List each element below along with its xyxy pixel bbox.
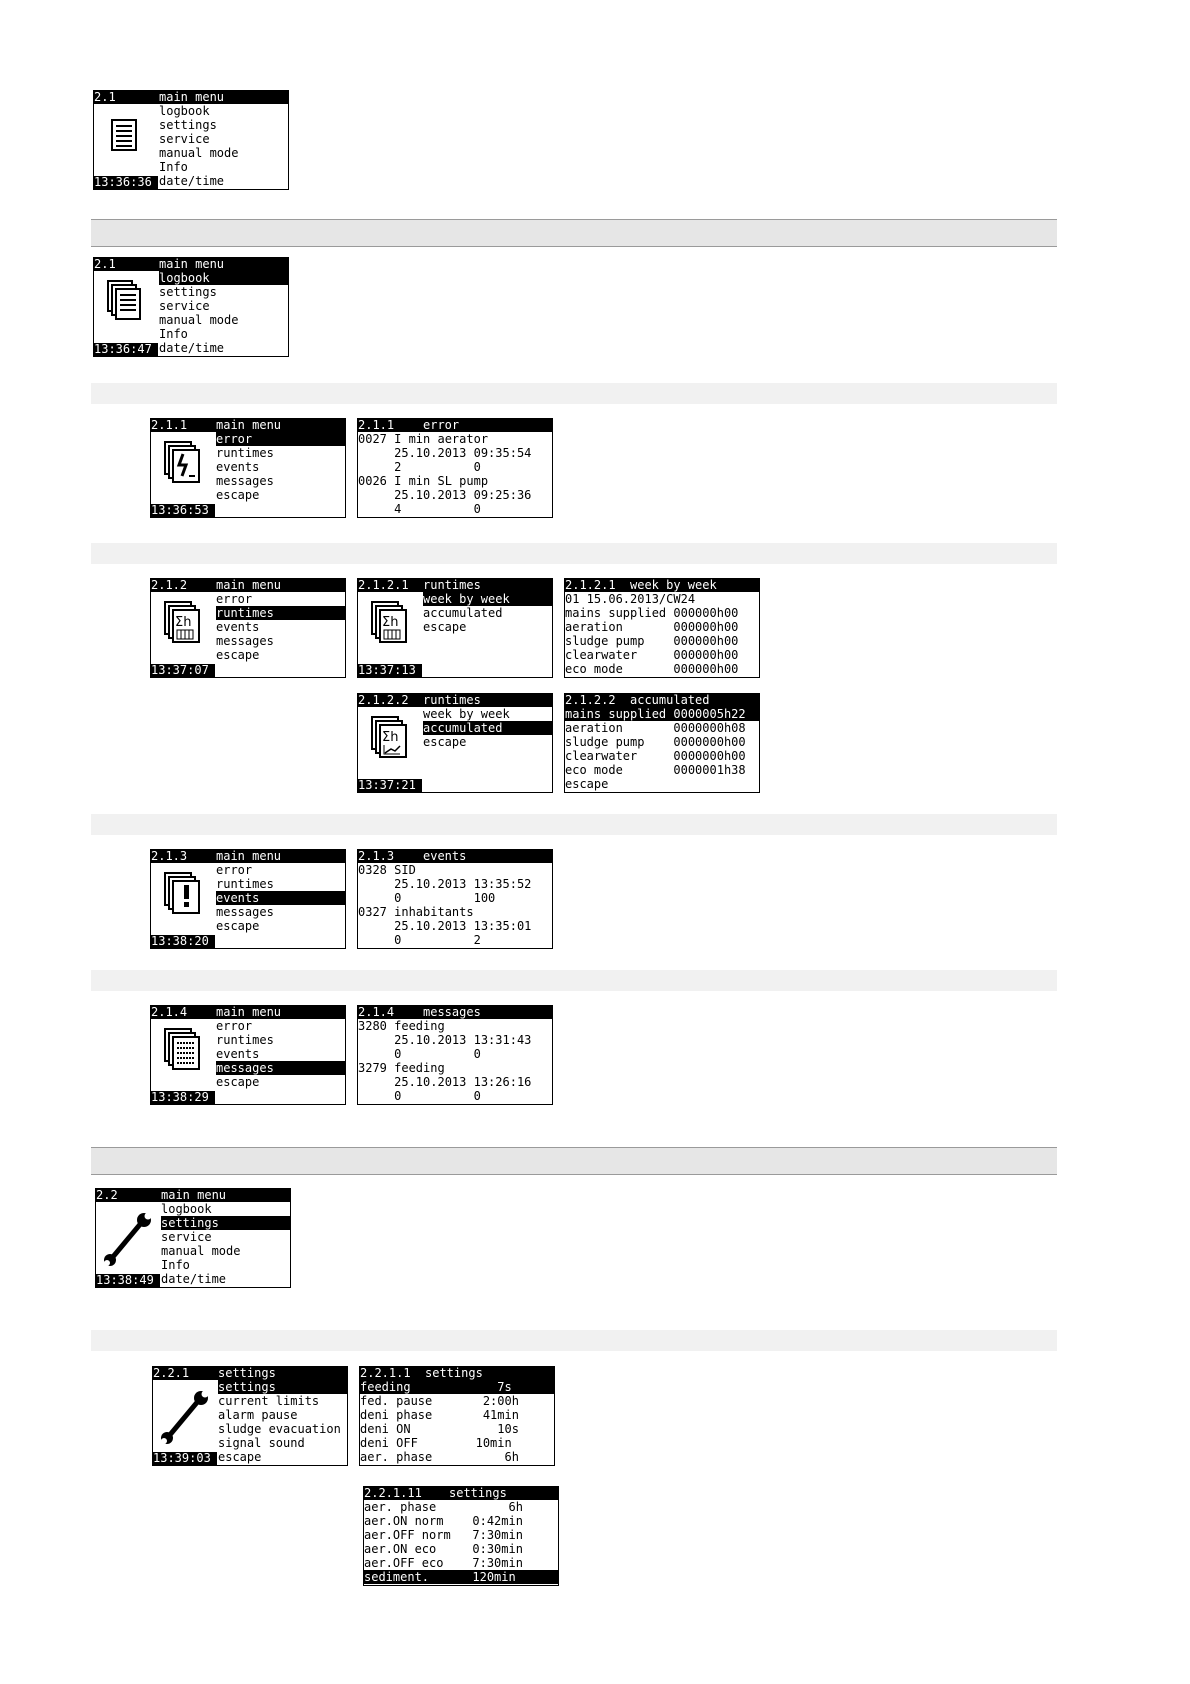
menu-list	[423, 592, 552, 677]
screen-id: 2.1.2.2	[358, 693, 409, 707]
menu-item-settings[interactable]: settings	[218, 1380, 347, 1394]
menu-item-settings[interactable]: settings	[159, 285, 217, 299]
menu-list	[216, 592, 345, 677]
menu-list	[159, 104, 288, 189]
menu-item-accumulated[interactable]: accumulated	[423, 721, 552, 735]
lcd-header	[358, 419, 552, 432]
screen-title: main menu	[216, 578, 282, 592]
lcd-header	[358, 694, 552, 707]
menu-item-escape[interactable]: escape	[216, 488, 260, 502]
lcd-header	[151, 579, 345, 592]
lcd-screen-2-1-a	[93, 90, 289, 190]
menu-item-date-time[interactable]: date/time	[159, 174, 225, 188]
screen-id: 2.1.2.1	[565, 578, 616, 592]
svg-text:Σh: Σh	[382, 615, 399, 630]
message-line: 3280 feeding	[358, 1019, 445, 1033]
screen-title: week by week	[630, 578, 717, 592]
menu-list	[423, 707, 552, 792]
error-line: 2 0	[358, 460, 481, 474]
menu-item-error[interactable]: error	[216, 592, 253, 606]
menu-item-service[interactable]: service	[159, 132, 210, 146]
screen-id: 2.1.1	[358, 418, 395, 432]
menu-item-runtimes[interactable]: runtimes	[216, 1033, 274, 1047]
week-line: sludge pump 000000h00	[565, 634, 739, 648]
lcd-screen-2-2-1-11	[363, 1486, 559, 1586]
lcd-header	[94, 258, 288, 271]
event-line: 25.10.2013 13:35:52	[358, 877, 532, 891]
section-band-2-2-1	[91, 1330, 1057, 1351]
screen-id: 2.1.2.1	[358, 578, 409, 592]
lcd-header	[565, 579, 759, 592]
menu-item-messages[interactable]: messages	[216, 474, 274, 488]
lcd-screen-2-2	[95, 1188, 291, 1288]
menu-item-escape[interactable]: escape	[216, 648, 260, 662]
menu-item-events[interactable]: events	[216, 1047, 260, 1061]
message-line: 0 0	[358, 1089, 481, 1103]
screen-title: main menu	[159, 257, 225, 271]
lcd-header	[151, 1006, 345, 1019]
screen-title: error	[423, 418, 460, 432]
setting-fed-pause[interactable]: fed. pause 2:00h	[360, 1394, 519, 1408]
error-line: 25.10.2013 09:25:36	[358, 488, 532, 502]
section-band-2-1-4	[91, 970, 1057, 991]
screen-title: main menu	[161, 1188, 227, 1202]
screen-title: main menu	[216, 1005, 282, 1019]
screen-title: main menu	[159, 90, 225, 104]
screen-id: 2.1	[94, 257, 116, 271]
event-line: 0328 SID	[358, 863, 416, 877]
event-line: 0 2	[358, 933, 481, 947]
menu-item-runtimes[interactable]: runtimes	[216, 446, 274, 460]
menu-item-service[interactable]: service	[159, 299, 210, 313]
screen-title: main menu	[216, 418, 282, 432]
event-line: 0 100	[358, 891, 496, 905]
menu-list	[218, 1380, 347, 1465]
error-line: 25.10.2013 09:35:54	[358, 446, 532, 460]
clock-display: 13:37:07	[151, 664, 215, 677]
menu-item-manual-mode[interactable]: manual mode	[159, 146, 239, 160]
menu-item-info[interactable]: Info	[159, 327, 188, 341]
clock-display: 13:38:49	[96, 1274, 160, 1287]
section-band-2-1-3	[91, 814, 1057, 835]
screen-id: 2.1.3	[358, 849, 395, 863]
week-line: mains supplied 000000h00	[565, 606, 739, 620]
accumulated-line[interactable]: eco mode 0000001h38	[565, 763, 746, 777]
accumulated-line[interactable]: sludge pump 0000000h00	[565, 735, 746, 749]
svg-text:Σh: Σh	[382, 730, 399, 745]
accumulated-line[interactable]: mains supplied 0000005h22	[565, 707, 759, 721]
lcd-screen-2-1-2-1	[357, 578, 553, 678]
menu-item-settings[interactable]: settings	[161, 1216, 290, 1230]
clock-display: 13:36:47	[94, 343, 158, 356]
setting-deni-off[interactable]: deni OFF 10min	[360, 1436, 512, 1450]
menu-item-info[interactable]: Info	[161, 1258, 190, 1272]
clock-display: 13:36:36	[94, 176, 158, 189]
lcd-header	[565, 694, 759, 707]
screen-id: 2.1.2	[151, 578, 188, 592]
menu-item-error[interactable]: error	[216, 863, 253, 877]
screen-title: main menu	[216, 849, 282, 863]
svg-text:Σh: Σh	[175, 615, 192, 630]
section-band-2-1-2	[91, 543, 1057, 564]
menu-list	[216, 432, 345, 517]
lcd-header	[358, 850, 552, 863]
section-band-2-2	[91, 1147, 1057, 1175]
menu-list	[216, 1019, 345, 1104]
setting-feeding[interactable]: feeding 7s	[360, 1380, 554, 1394]
setting-aer-phase[interactable]: aer. phase 6h	[360, 1450, 519, 1464]
screen-title: settings	[449, 1486, 507, 1500]
section-band-2-1-1	[91, 383, 1057, 404]
menu-item-sludge-evacuation[interactable]: sludge evacuation	[218, 1422, 341, 1436]
menu-item-escape[interactable]: escape	[423, 735, 467, 749]
screen-title: accumulated	[630, 693, 710, 707]
lcd-screen-2-1-4-messages	[357, 1005, 553, 1105]
lcd-header	[358, 579, 552, 592]
message-line: 25.10.2013 13:26:16	[358, 1075, 532, 1089]
accumulated-line[interactable]: clearwater 0000000h00	[565, 749, 746, 763]
menu-item-events[interactable]: events	[216, 891, 345, 905]
menu-item-events[interactable]: events	[216, 620, 260, 634]
lcd-header	[151, 419, 345, 432]
section-band-2-1	[91, 219, 1057, 247]
lcd-screen-2-1-1	[150, 418, 346, 518]
screen-id: 2.2.1.11	[364, 1486, 422, 1500]
menu-item-runtimes[interactable]: runtimes	[216, 877, 274, 891]
menu-item-manual-mode[interactable]: manual mode	[161, 1244, 241, 1258]
screen-id: 2.1	[94, 90, 116, 104]
lcd-header	[358, 1006, 552, 1019]
setting-deni-phase[interactable]: deni phase 41min	[360, 1408, 519, 1422]
lcd-screen-2-2-1-1	[359, 1366, 555, 1466]
clock-display: 13:37:13	[358, 664, 422, 677]
menu-list	[161, 1202, 290, 1287]
menu-item-alarm-pause[interactable]: alarm pause	[218, 1408, 298, 1422]
menu-item-error[interactable]: error	[216, 1019, 253, 1033]
menu-item-current-limits[interactable]: current limits	[218, 1394, 320, 1408]
menu-item-error[interactable]: error	[216, 432, 345, 446]
lcd-screen-2-1-2-2	[357, 693, 553, 793]
clock-display: 13:38:29	[151, 1091, 215, 1104]
setting-aer-off-norm[interactable]: aer.OFF norm 7:30min	[364, 1528, 523, 1542]
menu-list	[159, 271, 288, 356]
menu-item-events[interactable]: events	[216, 460, 260, 474]
lcd-screen-2-1-1-error	[357, 418, 553, 518]
screen-id: 2.1.4	[358, 1005, 395, 1019]
menu-item-date-time[interactable]: date/time	[161, 1272, 227, 1286]
clock-display: 13:39:03	[153, 1452, 217, 1465]
setting-deni-on[interactable]: deni ON 10s	[360, 1422, 519, 1436]
lcd-header	[96, 1189, 290, 1202]
lcd-header	[151, 850, 345, 863]
event-line: 0327 inhabitants	[358, 905, 474, 919]
screen-title: messages	[423, 1005, 481, 1019]
menu-item-manual-mode[interactable]: manual mode	[159, 313, 239, 327]
menu-item-week-by-week[interactable]: week by week	[423, 592, 552, 606]
message-line: 25.10.2013 13:31:43	[358, 1033, 532, 1047]
screen-id: 2.2.1	[153, 1366, 190, 1380]
screen-title: settings	[425, 1366, 483, 1380]
error-line: 4 0	[358, 502, 481, 516]
setting-sediment[interactable]: sediment. 120min	[364, 1570, 558, 1584]
menu-item-messages[interactable]: messages	[216, 634, 274, 648]
lcd-screen-2-1-2	[150, 578, 346, 678]
setting-aer-off-eco[interactable]: aer.OFF eco 7:30min	[364, 1556, 523, 1570]
error-line: 0027 I min aerator	[358, 432, 489, 446]
setting-aer-on-eco[interactable]: aer.ON eco 0:30min	[364, 1542, 523, 1556]
menu-item-signal-sound[interactable]: signal sound	[218, 1436, 305, 1450]
menu-item-date-time[interactable]: date/time	[159, 341, 225, 355]
menu-item-info[interactable]: Info	[159, 160, 188, 174]
menu-item-week-by-week[interactable]: week by week	[423, 707, 510, 721]
week-line: eco mode 000000h00	[565, 662, 739, 676]
accumulated-escape[interactable]: escape	[565, 777, 609, 791]
menu-item-runtimes[interactable]: runtimes	[216, 606, 345, 620]
lcd-screen-2-1-3	[150, 849, 346, 949]
error-line: 0026 I min SL pump	[358, 474, 489, 488]
menu-item-logbook[interactable]: logbook	[159, 104, 210, 118]
menu-item-escape[interactable]: escape	[216, 1075, 260, 1089]
lcd-header	[364, 1487, 558, 1500]
setting-aer-on-norm[interactable]: aer.ON norm 0:42min	[364, 1514, 523, 1528]
screen-id: 2.1.4	[151, 1005, 188, 1019]
event-line: 25.10.2013 13:35:01	[358, 919, 532, 933]
clock-display: 13:37:21	[358, 779, 422, 792]
screen-id: 2.1.1	[151, 418, 188, 432]
week-line: aeration 000000h00	[565, 620, 739, 634]
lcd-header	[360, 1367, 554, 1380]
menu-item-messages[interactable]: messages	[216, 905, 274, 919]
clock-display: 13:38:20	[151, 935, 215, 948]
message-line: 0 0	[358, 1047, 481, 1061]
clock-display: 13:36:53	[151, 504, 215, 517]
lcd-screen-2-1-b	[93, 257, 289, 357]
screen-title: runtimes	[423, 693, 481, 707]
lcd-screen-2-1-2-1-week	[564, 578, 760, 678]
lcd-header	[94, 91, 288, 104]
lcd-screen-2-1-3-events	[357, 849, 553, 949]
screen-id: 2.1.2.2	[565, 693, 616, 707]
screen-title: settings	[218, 1366, 276, 1380]
screen-id: 2.1.3	[151, 849, 188, 863]
week-line: 01 15.06.2013/CW24	[565, 592, 696, 606]
screen-id: 2.2.1.1	[360, 1366, 411, 1380]
accumulated-line[interactable]: aeration 0000000h08	[565, 721, 746, 735]
week-line: clearwater 000000h00	[565, 648, 739, 662]
menu-item-settings[interactable]: settings	[159, 118, 217, 132]
menu-item-logbook[interactable]: logbook	[161, 1202, 212, 1216]
menu-item-accumulated[interactable]: accumulated	[423, 606, 503, 620]
menu-item-escape[interactable]: escape	[423, 620, 467, 634]
message-line: 3279 feeding	[358, 1061, 445, 1075]
menu-item-escape[interactable]: escape	[218, 1450, 262, 1464]
screen-id: 2.2	[96, 1188, 118, 1202]
screen-title: runtimes	[423, 578, 481, 592]
screen-title: events	[423, 849, 467, 863]
lcd-header	[153, 1367, 347, 1380]
menu-item-messages[interactable]: messages	[216, 1061, 345, 1075]
menu-item-escape[interactable]: escape	[216, 919, 260, 933]
setting-aer-phase[interactable]: aer. phase 6h	[364, 1500, 523, 1514]
lcd-screen-2-2-1	[152, 1366, 348, 1466]
lcd-screen-2-1-4	[150, 1005, 346, 1105]
lcd-screen-2-1-2-2-accumulated	[564, 693, 760, 793]
menu-item-logbook[interactable]: logbook	[159, 271, 288, 285]
menu-item-service[interactable]: service	[161, 1230, 212, 1244]
menu-list	[216, 863, 345, 948]
